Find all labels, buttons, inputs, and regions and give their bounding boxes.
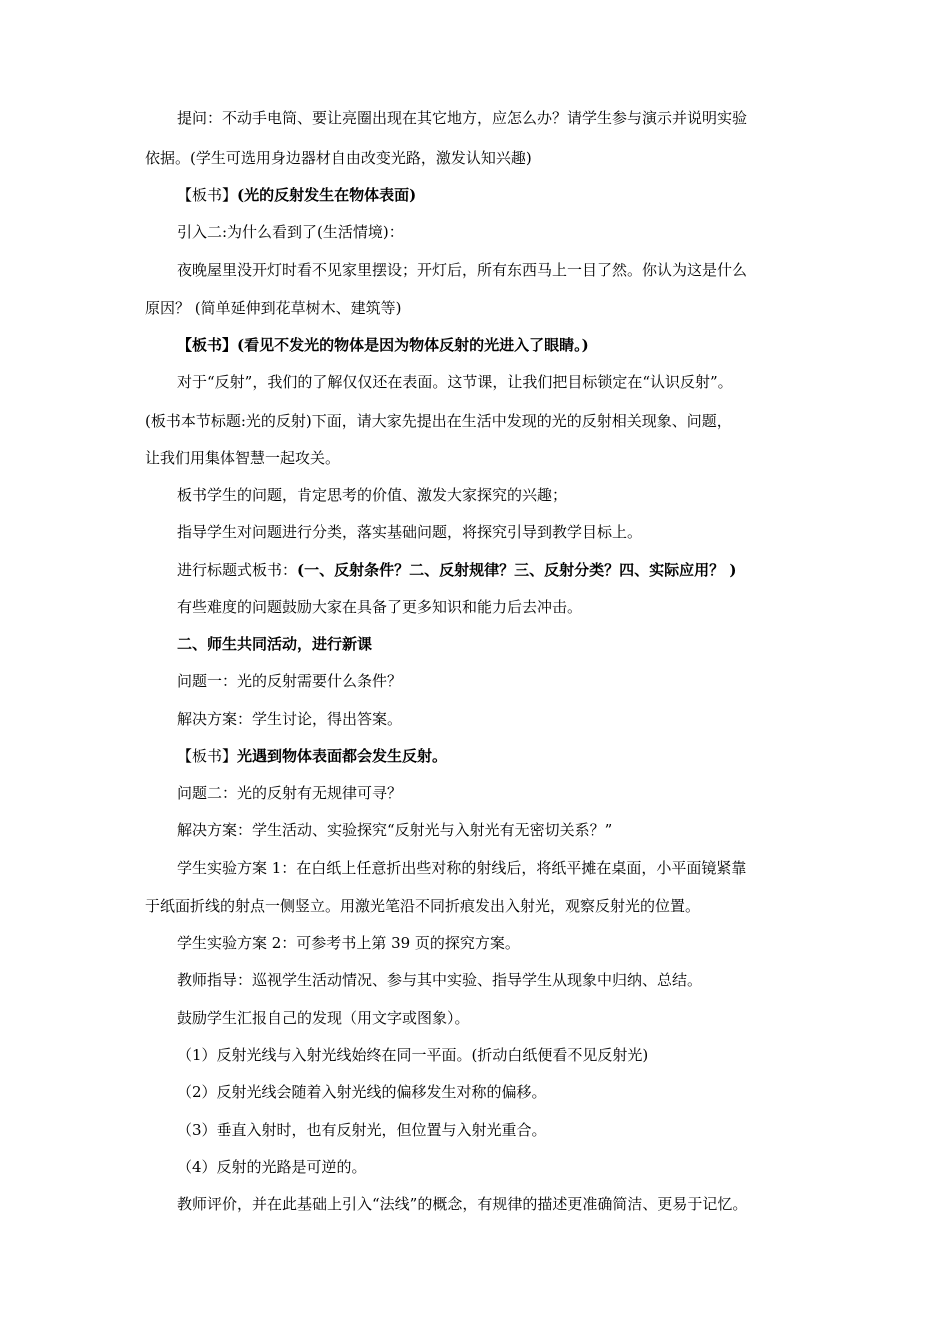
experiment-plan-1: 学生实验方案 1：在白纸上任意折出些对称的射线后，将纸平摊在桌面，小平面镜紧靠 — [177, 859, 747, 877]
paragraph-board-questions: 板书学生的问题，肯定思考的价值、激发大家探究的兴趣； — [177, 486, 568, 504]
paragraph-intro-two: 引入二:为什么看到了(生活情境)： — [177, 223, 404, 241]
paragraph-reflection-intro: 对于“反射”，我们的了解仅仅还在表面。这节课，让我们把目标锁定在“认识反射”。 — [177, 373, 733, 391]
experiment-plan-2: 学生实验方案 2：可参考书上第 39 页的探究方案。 — [177, 934, 520, 952]
teacher-guidance: 教师指导：巡视学生活动情况、参与其中实验、指导学生从现象中归纳、总结。 — [177, 971, 703, 989]
question-one: 问题一：光的反射需要什么条件？ — [177, 672, 403, 690]
paragraph-line: (板书本节标题:光的反射)下面，请大家先提出在生活中发现的光的反射相关现象、问题， — [145, 412, 732, 430]
paragraph-classify: 指导学生对问题进行分类，落实基础问题，将探究引导到教学目标上。 — [177, 523, 643, 541]
section-heading-2: 二、师生共同活动，进行新课 — [177, 635, 373, 653]
question-two: 问题二：光的反射有无规律可寻？ — [177, 784, 403, 802]
solution-one: 解决方案：学生讨论，得出答案。 — [177, 710, 403, 728]
paragraph-line: 于纸面折线的射点一侧竖立。用激光笔沿不同折痕发出入射光，观察反射光的位置。 — [145, 897, 701, 915]
finding-item-3: （3）垂直入射时，也有反射光，但位置与入射光重合。 — [177, 1121, 547, 1139]
finding-item-4: （4）反射的光路是可逆的。 — [177, 1158, 367, 1176]
board-note-2: 【板书】(看见不发光的物体是因为物体反射的光进入了眼睛。) — [177, 336, 589, 354]
paragraph-line: 依据。(学生可选用身边器材自由改变光路，激发认知兴趣) — [145, 149, 532, 167]
paragraph-line: 让我们用集体智慧一起攻关。 — [145, 449, 341, 467]
encourage-report: 鼓励学生汇报自己的发现（用文字或图象）。 — [177, 1009, 470, 1027]
board-note-3: 【板书】光遇到物体表面都会发生反射。 — [177, 747, 448, 765]
paragraph-line: 原因？ (简单延伸到花草树木、建筑等) — [145, 299, 402, 317]
paragraph-title-board: 进行标题式板书：(一、反射条件？二、反射规律？三、反射分类？四、实际应用？ ) — [177, 561, 737, 579]
paragraph-night-room: 夜晚屋里没开灯时看不见家里摆设；开灯后，所有东西马上一目了然。你认为这是什么 — [177, 261, 748, 279]
paragraph-question-flashlight: 提问：不动手电筒、要让亮圈出现在其它地方，应怎么办？请学生参与演示并说明实验 — [177, 109, 748, 127]
finding-item-1: （1）反射光线与入射光线始终在同一平面。(折动白纸便看不见反射光) — [177, 1046, 649, 1064]
solution-two: 解决方案：学生活动、实验探究“反射光与入射光有无密切关系？” — [177, 821, 613, 839]
board-note-1: 【板书】(光的反射发生在物体表面) — [177, 186, 417, 204]
paragraph-encourage: 有些难度的问题鼓励大家在具备了更多知识和能力后去冲击。 — [177, 598, 583, 616]
teacher-evaluation: 教师评价，并在此基础上引入“法线”的概念，有规律的描述更准确简洁、更易于记忆。 — [177, 1195, 748, 1213]
finding-item-2: （2）反射光线会随着入射光线的偏移发生对称的偏移。 — [177, 1083, 547, 1101]
